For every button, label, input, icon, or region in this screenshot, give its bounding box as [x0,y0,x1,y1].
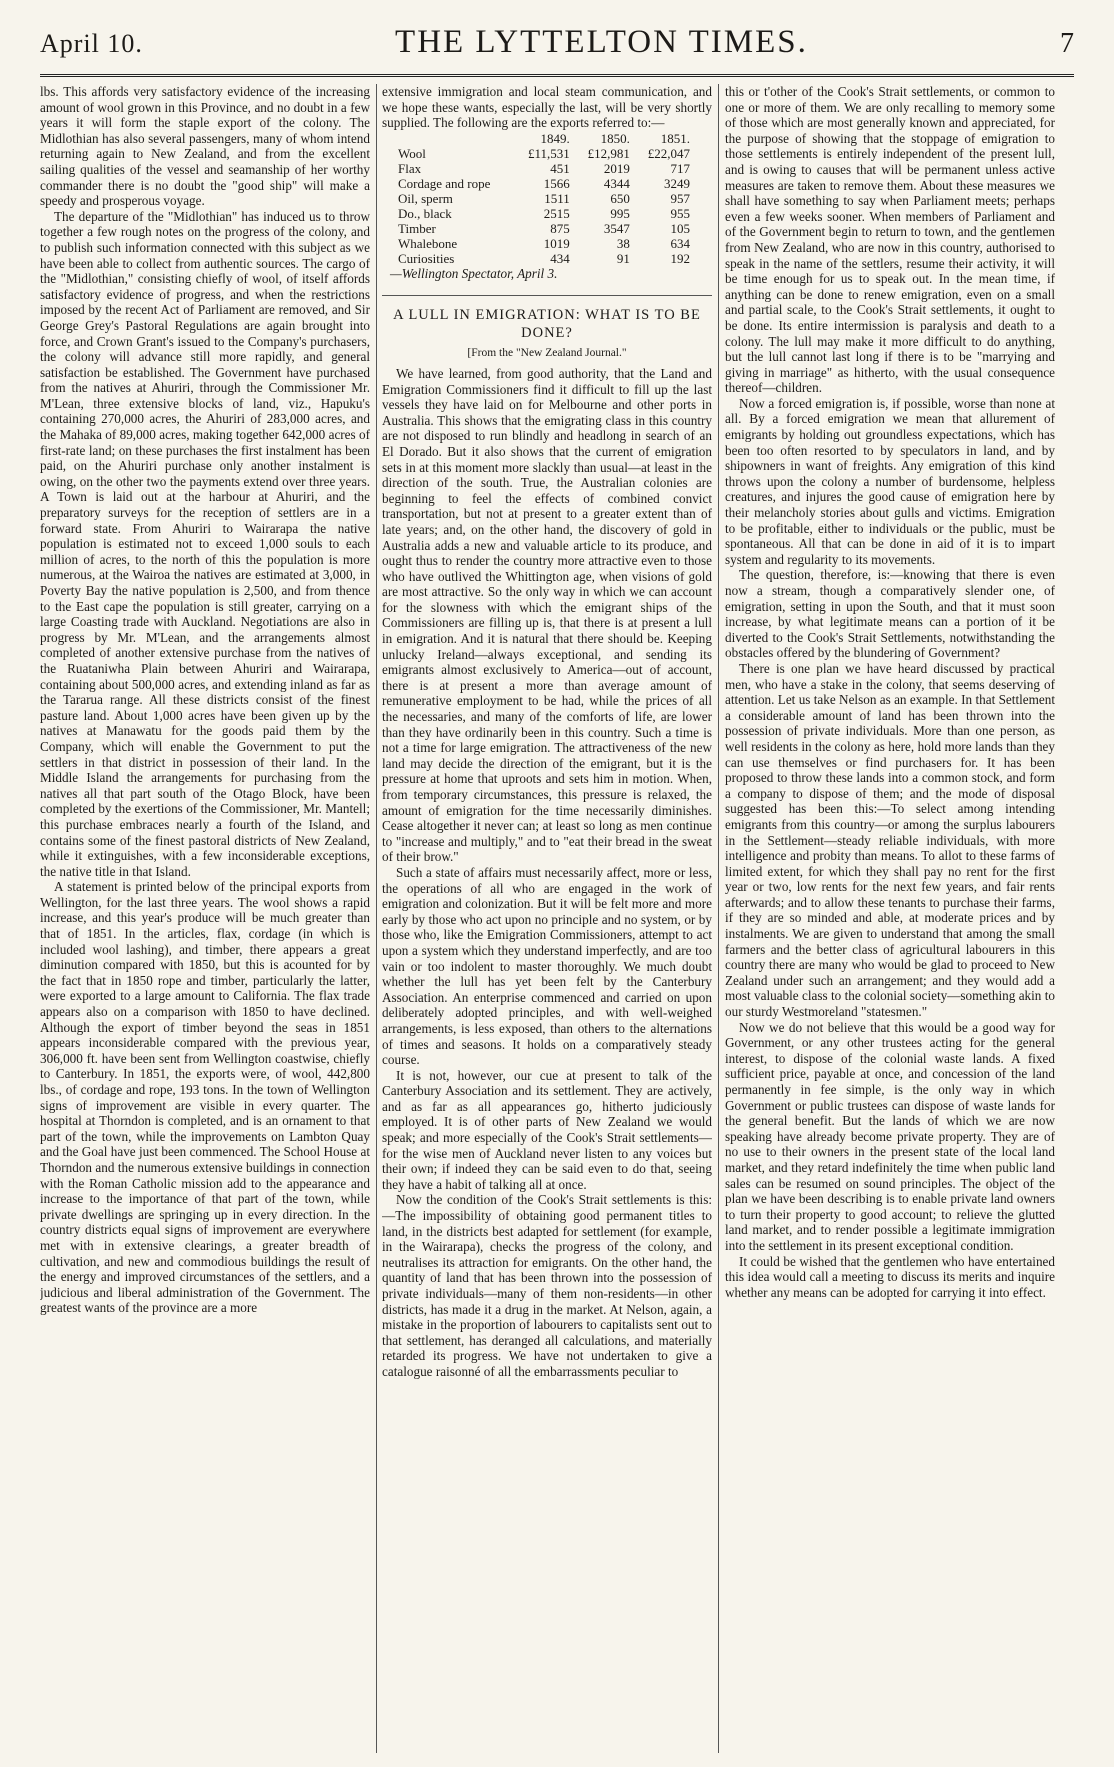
table-header-cell: 1850. [600,130,630,146]
column-1 [40,84,370,1757]
article-paragraph: It could be wished that the gentlemen who have entertained this idea would call a meeting to discuss its merits and inquire whether any means can be adopted for carrying it into effect. [725,1253,1055,1300]
table-cell: 1511 [544,190,570,206]
table-cell: 105 [670,220,690,236]
table-cell: 957 [670,190,690,206]
article-paragraph: Now the condition of the Cook's Strait settlements is this:—The impossibility of obtaining good permanent titles to land, in the districts best adapted for settlement (for example, in the Wairarapa), checks the progress of the colony, and neutralises its attraction for emigrants. On the other hand, the quantity of land that has been thrown into the possession of private individuals—many of them non-residents—in other districts, has made it a drug in the market. At Nelson, again, a mistake in the proportion of labourers to capitalists sent out to that settlement, has deranged all calculations, and materially retarded its progress. We have not undertaken to give a catalogue raisonné of all the embarrassments peculiar to [382,1192,712,1379]
table-cell: 955 [670,205,690,221]
table-cell: 192 [670,250,690,266]
table-cell: Flax [398,160,422,176]
article-paragraph: There is one plan we have heard discussed by practical men, who have a stake in the colony, that seems deserving of attention. Let us take Nelson as an example. In that Settlement a considerable amount of land has been thrown into the possession of private individuals. More than one person, as well residents in the colony as here, hold more lands than they can use themselves or find purchasers for. It has been proposed to throw these lands into a common stock, and form a company to dispose of them; and the mode of disposal suggested has been this:—To select among intending emigrants from this country—or among the surplus labourers in the Settlement—steady reliable individuals, with more intelligence and probity than means. To allot to these farms of limited extent, for which they shall pay no rent for the first year or two, low rents for the next few years, and fair rents afterwards; and to allow these tenants to purchase their farms, if they are so minded and able, at moderate prices and by instalments. We are given to understand that among the small farmers and the better class of agricultural labourers in this country there are many who would be glad to proceed to New Zealand under such an arrangement; and they would add a most valuable class to the colonial society—something akin to our sturdy Westmoreland "statesmen." [725,660,1055,1020]
article-headline: A LULL IN EMIGRATION: WHAT IS TO BE DONE? [382,295,712,342]
article-paragraph: We have learned, from good authority, that the Land and Emigration Commissioners find it difficult to fill up the last vessels they have laid on for Melbourne and other ports in Australia. This shows that the emigrating class in this country are not disposed to run blindly and headlong in search of an El Dorado. But it also shows that the current of emigration sets in at this moment more slackly than usual—at least in the direction of the south. True, the Australian colonies are beginning to feel the effects of combined convict transportation, but not at present to a greater extent than of late years; and, on the other hand, the discovery of gold in Australia adds a new and valuable article to its produce, and ought thus to render the country more attractive even to those who have outlived the Whittington age, when visions of gold are most attractive. So the only way in which we can account for the slowness with which the emigrant ships of the Commissioners are filling up is, that there is at present a lull in emigration. And it is natural that there should be. Keeping unlucky Ireland—always exceptional, and sending its emigrants almost exclusively to America—out of account, there is at present a more than average amount of remunerative employment to be had, while the prices of all the necessaries, and many of the comforts of life, are lower than they have ordinarily been in this country. Such a time is not a time for large emigration. The attractiveness of the new land may decide the direction of the emigrant, but it is the pressure at home that uproots and sets him in motion. When, from temporary circumstances, this pressure is relaxed, the amount of emigration for the time necessarily diminishes. Cease altogether it never can; at least so long as men continue to "increase and multiply," and to "eat their bread in the sweat of their brow." [382,365,712,865]
table-cell: 434 [550,250,570,266]
table-row [394,146,694,161]
table-row [394,191,694,206]
table-cell: 3249 [664,175,690,191]
issue-date: April 10. [40,29,143,58]
table-cell: 3547 [603,220,630,236]
article-paragraph: Such a state of affairs must necessarily affect, more or less, the operations of all who are engaged in the work of emigration and colonization. But it will be felt more and more early by those who act upon no principle and no system, or by those who, like the Emigration Commissioners, attempt to act upon a system which they understand imperfectly, and are too vain or too indolent to master thoroughly. We much doubt whether the lull has yet been felt by the Canterbury Association. An enterprise commenced and carried on upon deliberately adopted principles, and with well-weighed arrangements, is less exposed, than others to the alternations of times and seasons. It holds on a comparatively steady course. [382,864,712,1068]
table-cell: 451 [550,160,570,176]
table-header-cell: 1849. [540,130,570,146]
table-source: —Wellington Spectator, April 3. [390,265,558,281]
table-cell: 2019 [603,160,630,176]
article-paragraph: extensive immigration and local steam communication, and we hope these wants, especially the last, will be very shortly supplied. The following are the exports referred to:— [382,84,712,131]
article-paragraph: this or t'other of the Cook's Strait settlements, or common to one or more of them. We are only recalling to memory some of those which are most generally known and appreciated, for the purpose of showing that the stoppage of emigration to those settlements is entirely independent of the present lull, and is owing to causes that will be permanent unless active measures are taken to remove them. About these measures we shall have something to say when Parliament meets; perhaps even a few weeks sooner. When members of Parliament and of the Government begin to return to town, and the gentlemen from New Zealand, who are now in this country, authorised to speak in the name of the settlers, resume their activity, it will be time enough for us to speak out. In the mean time, if anything can be done to renew emigration, even on a small and partial scale, to the Cook's Strait settlements, it ought to be done. Its entire intermission is paralysis and death to a colony. The lull may make it more difficult to do anything, but the lull cannot last long if there is to be "marrying and giving in marriage" as hitherto, with the usual consequence thereof—children. [725,84,1055,396]
table-cell: Whalebone [398,235,458,251]
table-header-cell: 1851. [660,130,690,146]
table-cell: £11,531 [527,145,570,161]
article-paragraph: A statement is printed below of the principal exports from Wellington, for the last three years. The wool shows a rapid increase, and this year's produce will be much greater than that of 1851. In the articles, flax, cordage (in which is included wool lashing), and timber, there appears a great diminution compared with 1850, but this is acounted for by the fact that in 1850 rope and timber, particularly the latter, were exported to a large amount to California. The flax trade appears also on a comparison with 1850 to have declined. Although the export of timber beyond the seas in 1851 appears inconsiderable compared with the previous year, 306,000 ft. have been sent from Wellington coastwise, chiefly to Canterbury. In 1851, the exports were, of wool, 442,800 lbs., of cordage and rope, 193 tons. In the town of Wellington signs of improvement are visible in every quarter. The hospital at Thorndon is completed, and is an ornament to that part of the town, while the improvements on Lambton Quay and the Goal have just been commenced. The School House at Thorndon and the numerous extensive buildings in connection with the Roman Catholic mission add to the appearance and increase to the importance of that part of the town, while private dwellings are springing up in every direction. In the country districts equal signs of improvement are everywhere met with in extensive clearings, a greater breadth of cultivation, and new and commodious buildings the result of the energy and improved circumstances of the settlers, and a judicious and liberal administration of the Government. The greatest wants of the province are a more [40,879,370,1316]
article-paragraph: The question, therefore, is:—knowing that there is even now a stream, though a comparatively slender one, of emigration, setting in upon the South, and that it must soon increase, by what legitimate means can a portion of it be diverted to the Cook's Strait Settlements, notwithstanding the obstacles offered by the blundering of Government? [725,567,1055,661]
column-2 [382,84,712,1757]
table-cell: Wool [398,145,426,161]
table-cell: 717 [670,160,690,176]
table-cell: Timber [398,220,436,236]
table-cell: 875 [550,220,570,236]
table-row [394,251,694,266]
table-cell: 91 [616,250,630,266]
column-3 [725,84,1055,1757]
table-row [394,206,694,221]
article-credit: [From the "New Zealand Journal." [467,347,627,360]
column-divider [718,84,719,1753]
article-paragraph: The departure of the "Midlothian" has induced us to throw together a few rough notes on the progress of the colony, and to publish such information connected with this subject as we have been able to collect from authentic sources. The cargo of the "Midlothian," consisting chiefly of wool, of itself affords satisfactory evidence of progress, and when the restrictions imposed by the recent Act of Parliament are removed, and Sir George Grey's Pastoral Regulations are again brought into force, and Crown Grant's issued to the Company's purchasers, the colony will advance still more rapidly, and general satisfaction be established. The Government have purchased from the natives at Ahuriri, through the Commissioner Mr. M'Lean, three extensive blocks of land, viz., Hapuku's containing 270,000 acres, the Ahuriri of 283,000 acres, and the Mahaka of 89,000 acres, making together 642,000 acres of first-rate land; on these purchases the first instalment has been paid, on the Ahuriri purchase only another instalment is owing, on the other two the payments extend over three years. A Town is laid out at the harbour at Ahuriri, and the preparatory surveys for the reception of settlers are in a forward state. From Ahuriri to Wairarapa the native population is estimated not to exceed 1,000 souls to each million of acres, to the north of this the population is more numerous, at the Wairoa the natives are estimated at 3,000, in Poverty Bay the native population is 2,500, and from thence to the East cape the population is still greater, carrying on a large Coasting trade with Auckland. Negotiations are also in progress by Mr. M'Lean, and the arrangements almost completed of another extensive purchase from the natives of the Ruataniwha Plain between Ahuriri and Wairarapa, containing about 500,000 acres, and extending inland as far as the Tararua range. All these districts consist of the finest pasture land. About 1,000 acres have been given up by the natives at Manawatu for the goods paid them by the Company, which will enable the Government to put the settlers in that district in possession of their land. In the Middle Island the arrangements for purchasing from the natives all that part south of the Otago Block, have been completed by the exertions of the Commissioner, Mr. Mantell; this purchase embraces nearly a fourth of the Island, and contains some of the finest pastoral districts of New Zealand, while it extinguishes, with a few inconsiderable exceptions, the native title in that Island. [40,208,370,879]
table-row [394,176,694,191]
column-divider [376,84,377,1753]
table-cell: £12,981 [587,145,630,161]
table-cell: 650 [610,190,630,206]
table-cell: 1566 [543,175,570,191]
table-header-row [394,131,694,146]
table-row [394,221,694,236]
table-cell: Oil, sperm [398,190,453,206]
table-cell: Do., black [398,205,452,221]
article-paragraph: lbs. This affords very satisfactory evidence of the increasing amount of wool grown in this Province, and no doubt in a few years it will form the staple export of the colony. The Midlothian has also several passengers, many of whom intend returning again to New Zealand, and from the excellent sailing qualities of the vessel and seamanship of her worthy commander there is no doubt the "good ship" will make a speedy and prosperous voyage. [40,84,370,209]
table-cell: Curiosities [398,250,455,266]
table-cell: Cordage and rope [398,175,491,191]
article-paragraph: It is not, however, our cue at present to talk of the Canterbury Association and its settlement. They are actively, and as far as all appearances go, hitherto judiciously employed. It is of other parts of New Zealand we would speak; and more especially of the Cook's Strait settlements—for the wise men of Auckland never listen to any voices but their own; if indeed they can be said even to do that, seeing they have a habit of talking all at once. [382,1067,712,1192]
newspaper-title: THE LYTTELTON TIMES. [395,24,808,60]
table-cell: 4344 [603,175,630,191]
table-cell: 1019 [543,235,570,251]
table-cell: £22,047 [647,145,690,161]
article-paragraph: Now we do not believe that this would be a good way for Government, or any other trustees acting for the general interest, to dispose of the colonial waste lands. A fixed sufficient price, payable at once, and concession of the land permanently in fee simple, is the only way in which Government or public trustees can dispose of waste lands for the general benefit. But the lands of which we are now speaking have already become private property. They are of no use to their owners in the present state of the local land market, and they retard indefinitely the time when public land sales can be resumed on sound principles. The object of the plan we have been describing is to enable private land owners to turn their property to good account; to relieve the glutted land market, and to render possible a legitimate immigration into the settlement in its present exceptional condition. [725,1019,1055,1253]
table-row [394,161,694,176]
exports-table [394,131,694,266]
table-cell: 2515 [543,205,570,221]
table-row [394,236,694,251]
table-cell: 38 [616,235,630,251]
masthead [40,24,1074,77]
page-number: 7 [1060,28,1074,59]
article-paragraph: Now a forced emigration is, if possible, worse than none at all. By a forced emigration we mean that allurement of emigrants by holding out groundless expectations, which has been too often resorted to by speculators in land, and by shipowners in want of freights. Any emigration of this kind throws upon the colony a number of burdensome, helpless creatures, and injures the good cause of emigration here by their melancholy stories about gulls and victims. Emigration to be profitable, either to individuals or the public, must be spontaneous. All that can be done in aid of it is to impart system and regularity to its movements. [725,395,1055,567]
table-cell: 634 [670,235,690,251]
table-header-cell [394,131,514,146]
table-cell: 995 [610,205,630,221]
